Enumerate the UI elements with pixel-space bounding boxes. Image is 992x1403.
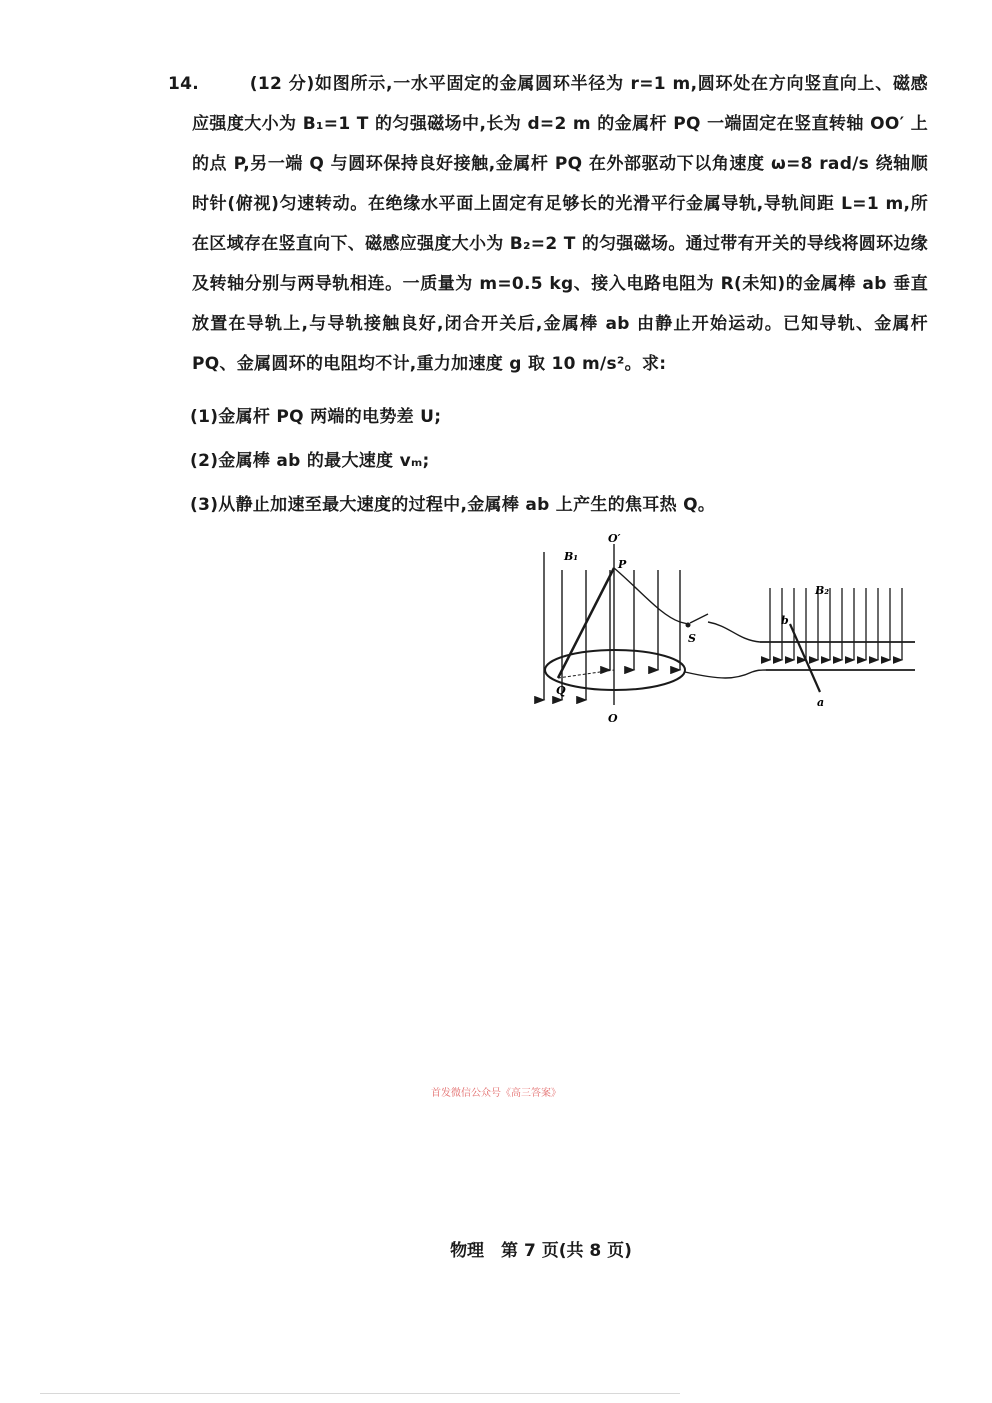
question-14 bbox=[168, 64, 928, 384]
label-a: a bbox=[817, 696, 825, 709]
physics-figure bbox=[530, 530, 920, 730]
question-body: (12 分)如图所示,一水平固定的金属圆环半径为 r=1 m,圆环处在方向竖直向上、磁感应强度大小为 B₁=1 T 的匀强磁场中,长为 d=2 m 的金属杆 PQ 一端固定在竖直转轴 OO′ 上的点 P,另一端 Q 与圆环保持良好接触,金属杆 PQ 在外部驱动下以角速度 ω=8 rad/s 绕轴顺时针(俯视)匀速转动。在绝缘水平面上固定有足够长的光滑平行金属导轨,导轨间距 L=1 m,所在区域存在竖直向下、磁感应强度大小为 B₂=2 T 的匀强磁场。通过带有开关的导线将圆环边缘及转轴分别与两导轨相连。一质量为 m=0.5 kg、接入电路电阻为 R(未知)的金属棒 ab 垂直放置在导轨上,与导轨接触良好,闭合开关后,金属棒 ab 由静止开始运动。已知导轨、金属杆 PQ、金属圆环的电阻均不计,重力加速度 g 取 10 m/s²。求: bbox=[192, 74, 928, 374]
switch-s bbox=[690, 614, 708, 623]
label-s: S bbox=[688, 632, 696, 645]
wire-ring bbox=[685, 670, 766, 678]
sub-question-3: (3)从静止加速至最大速度的过程中,金属棒 ab 上产生的焦耳热 Q。 bbox=[190, 495, 716, 515]
metal-ring bbox=[545, 650, 685, 690]
watermark: 首发微信公众号《高三答案》 bbox=[431, 1088, 561, 1099]
question-number: 14. bbox=[168, 74, 200, 94]
label-b: b bbox=[781, 614, 789, 627]
b2-field-lines bbox=[770, 588, 902, 660]
label-o-prime: O′ bbox=[608, 532, 621, 545]
wire-p bbox=[614, 568, 688, 624]
bottom-divider bbox=[40, 1393, 680, 1394]
sub-question-1: (1)金属杆 PQ 两端的电势差 U; bbox=[190, 407, 442, 427]
page-footer: 物理 第 7 页(共 8 页) bbox=[450, 1241, 632, 1261]
label-q: Q bbox=[556, 684, 566, 697]
label-o: O bbox=[608, 712, 618, 725]
sub-question-2: (2)金属棒 ab 的最大速度 vₘ; bbox=[190, 451, 430, 471]
label-p: P bbox=[618, 558, 627, 571]
label-b1: B₁ bbox=[564, 550, 579, 563]
label-b2: B₂ bbox=[815, 584, 830, 597]
